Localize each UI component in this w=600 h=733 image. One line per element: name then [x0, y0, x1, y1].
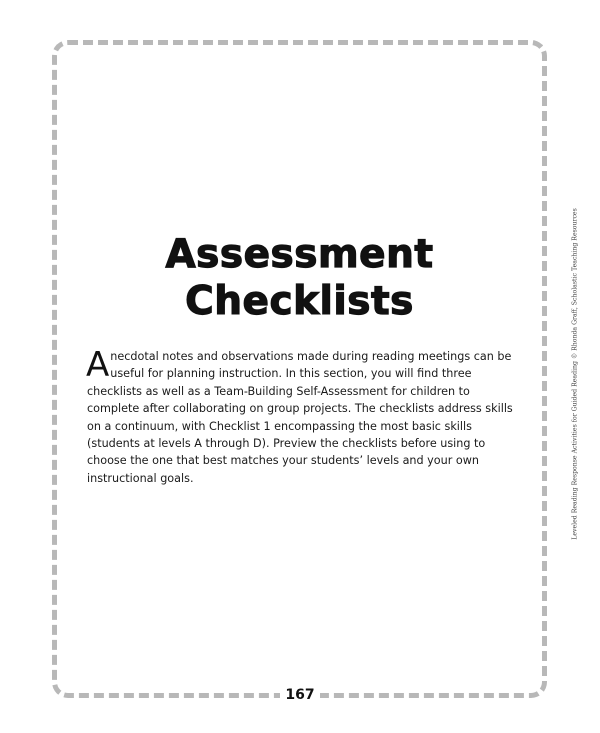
title-line-2: Checklists [185, 279, 414, 324]
page-number: 167 [280, 685, 319, 705]
side-credit [568, 200, 582, 548]
copyright-credit: Leveled Reading Response Activities for Guided Reading © Rhonda Graff, Scholastic Teaching Resources [571, 208, 579, 540]
drop-cap: A [86, 345, 110, 385]
page-footer [0, 684, 600, 705]
page-title [52, 231, 547, 325]
title-line-1: Assessment [165, 232, 434, 277]
intro-text: necdotal notes and observations made during reading meetings can be useful for planning instruction. In this section, you will find three checklists as well as a Team-Building Self-Assessment for children to complete after collaborating on group projects. The checklists address skills on a continuum, with Checklist 1 encompassing the most basic skills (students at levels A through D). Preview the checklists before using to choose the one that best matches your students’ levels and your own instructional goals. [87, 350, 513, 485]
intro-paragraph [86, 345, 517, 487]
